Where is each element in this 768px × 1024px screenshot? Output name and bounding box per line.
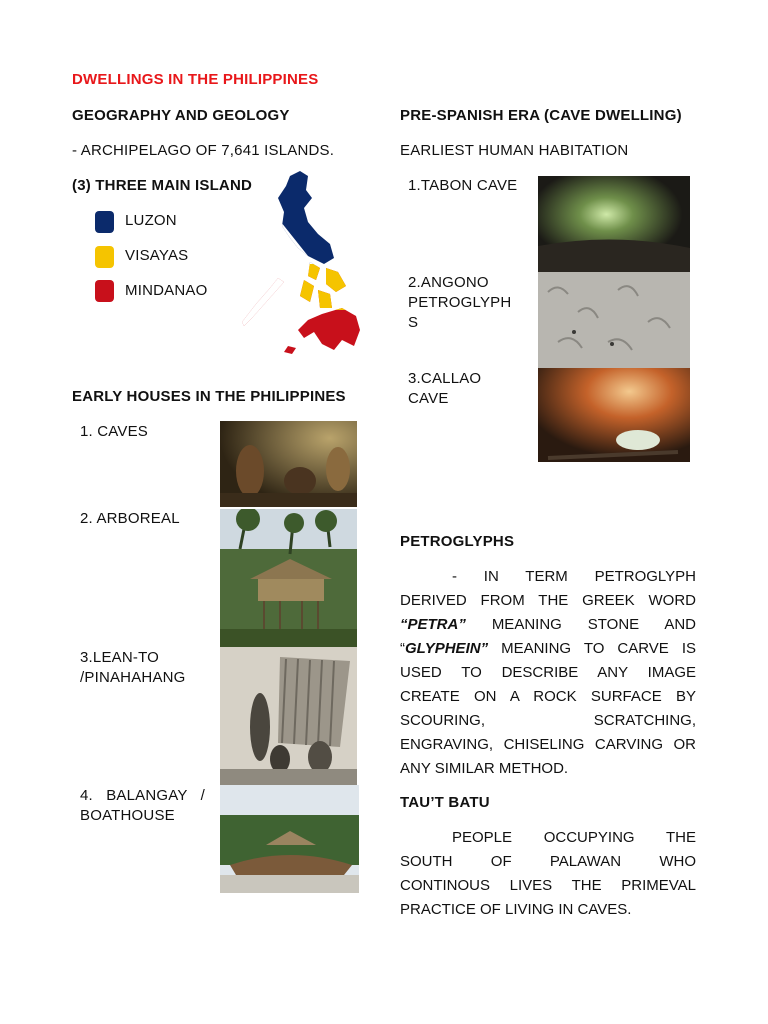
site-tabon-label: 1.TABON CAVE	[408, 177, 518, 194]
geography-heading: GEOGRAPHY AND GEOLOGY	[72, 107, 290, 124]
legend-mindanao: MINDANAO	[125, 282, 208, 299]
legend-luzon: LUZON	[125, 212, 177, 229]
house-arboreal-label: 2. ARBOREAL	[80, 510, 180, 527]
mindanao-swatch	[95, 280, 114, 302]
early-houses-heading: EARLY HOUSES IN THE PHILIPPINES	[72, 388, 346, 405]
house-caves-label: 1. CAVES	[80, 423, 149, 440]
legend-visayas: VISAYAS	[125, 247, 189, 264]
tautbatu-heading: TAU’T BATU	[400, 794, 490, 811]
tautbatu-paragraph: PEOPLE OCCUPYING THE SOUTH OF PALAWAN WHO CONTINOUS LIVES THE PRIMEVAL PRACTICE OF LIVING IN CAVES.	[400, 829, 696, 918]
leanto-photo	[220, 647, 357, 785]
earliest-habitation-text: EARLIEST HUMAN HABITATION	[400, 142, 629, 159]
tabon-cave-photo	[538, 176, 690, 272]
page-title: DWELLINGS IN THE PHILIPPINES	[72, 71, 319, 88]
arboreal-photo	[220, 509, 357, 647]
three-islands-heading: (3) THREE MAIN ISLAND	[72, 177, 253, 194]
petroglyphs-heading: PETROGLYPHS	[400, 533, 515, 550]
site-angono-label: 2.ANGONO PETROGLYPH S	[408, 274, 512, 331]
petra-word: “PETRA”	[400, 616, 466, 633]
caves-photo	[220, 421, 357, 507]
philippines-map-image	[238, 168, 364, 364]
balangay-photo	[220, 785, 359, 893]
luzon-swatch	[95, 211, 114, 233]
house-balangay-label: 4. BALANGAY / BOATHOUSE	[80, 787, 205, 824]
callao-cave-photo	[538, 368, 690, 462]
archipelago-text: - ARCHIPELAGO OF 7,641 ISLANDS.	[72, 142, 335, 159]
angono-petroglyphs-photo	[538, 272, 690, 368]
visayas-swatch	[95, 246, 114, 268]
pre-spanish-heading: PRE-SPANISH ERA (CAVE DWELLING)	[400, 107, 682, 124]
house-leanto-label: 3.LEAN-TO /PINAHAHANG	[80, 649, 186, 686]
glyphein-word: GLYPHEIN”	[405, 640, 489, 657]
petroglyphs-paragraph: - IN TERM PETROGLYPH DERIVED FROM THE GREEK WORD “PETRA” MEANING STONE AND “GLYPHEIN” MEANING TO CARVE IS USED TO DESCRIBE ANY IMAGE CREATE ON A ROCK SURFACE BY SCOURING, SCRATCHING, ENGRAVING, CHISELING CARVING OR ANY SIMILAR METHOD.	[400, 568, 696, 777]
site-callao-label: 3.CALLAO CAVE	[408, 370, 482, 407]
